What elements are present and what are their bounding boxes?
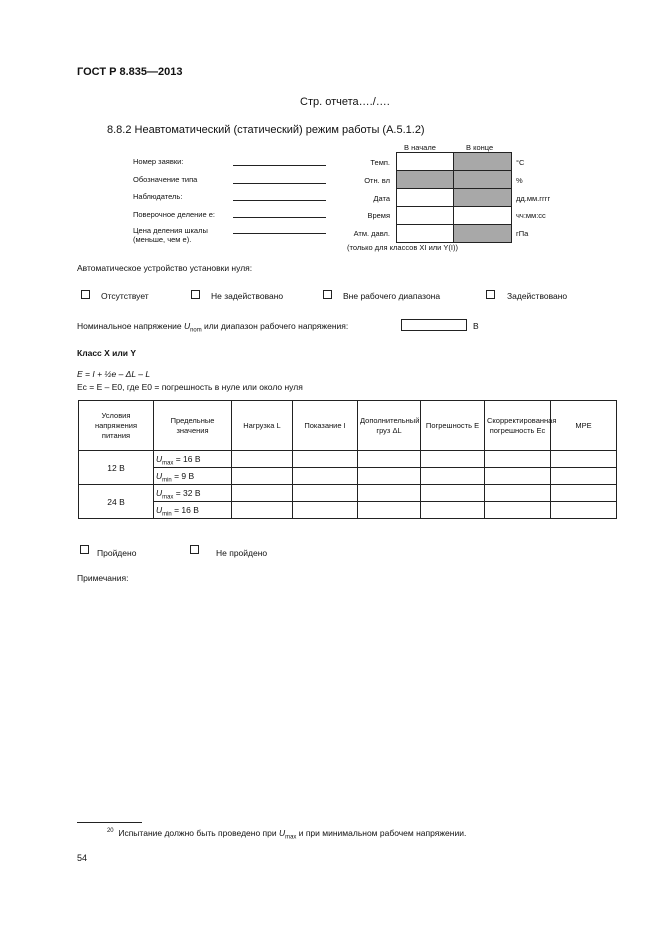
cell-load[interactable]: [232, 451, 293, 468]
cell-error[interactable]: [421, 468, 485, 485]
page-number: 54: [77, 853, 88, 863]
header-error: Погрешность E: [421, 401, 485, 451]
class-title: Класс X или Y: [77, 348, 137, 358]
voltage-suffix: или диапазон рабочего напряжения:: [201, 321, 349, 331]
env-humidity-end[interactable]: [453, 170, 512, 189]
header-indication: Показание I: [293, 401, 358, 451]
voltage-input[interactable]: [401, 319, 467, 331]
limit-max-value: = 16 В: [175, 454, 201, 464]
checkbox-failed[interactable]: [190, 545, 199, 554]
footnote: [107, 828, 467, 841]
limit-min-value: = 16 В: [174, 505, 199, 515]
cell-mpe[interactable]: [551, 502, 617, 519]
notes-label: Примечания:: [77, 573, 129, 583]
env-header-end: В конце: [466, 143, 494, 152]
cell-mpe[interactable]: [551, 451, 617, 468]
voltage-prefix: Номинальное напряжение: [77, 321, 184, 331]
cell-load[interactable]: [232, 502, 293, 519]
auto-zero-title: Автоматическое устройство установки нуля:: [77, 263, 253, 273]
header-load: Нагрузка L: [232, 401, 293, 451]
field-observer[interactable]: [233, 200, 326, 201]
standard-number: ГОСТ Р 8.835—2013: [77, 66, 183, 78]
env-time-end[interactable]: [453, 206, 512, 225]
limit-min: $U_{min} = 16$ В: [154, 502, 232, 519]
cell-extra[interactable]: [358, 451, 421, 468]
checkbox-engaged[interactable]: [486, 290, 495, 299]
voltage-unit: В: [473, 321, 479, 331]
section-title: 8.8.2 Неавтоматический (статический) режим работы (А.5.1.2): [107, 124, 425, 136]
field-label-application-number: Номер заявки:: [133, 157, 184, 166]
env-temp-end[interactable]: [453, 152, 512, 171]
footnote-divider: [77, 822, 142, 823]
option-out-of-range: Вне рабочего диапазона: [343, 291, 441, 301]
option-not-engaged: Не задействовано: [211, 291, 284, 301]
table-row: [79, 451, 617, 468]
cell-indication[interactable]: [293, 451, 358, 468]
formula-corrected-error: Ec = E – E0, где E0 = погрешность в нуле или около нуля: [77, 382, 303, 392]
condition-cell: 24 В: [79, 485, 154, 519]
env-pressure-end[interactable]: [453, 224, 512, 243]
voltage-sub: nom: [190, 327, 202, 334]
env-note: (только для классов XI или Y(I)): [347, 243, 458, 252]
voltage-label: [77, 321, 349, 334]
header-extra-load: Дополнительный груз ΔL: [358, 401, 421, 451]
cell-load[interactable]: [232, 485, 293, 502]
cell-extra[interactable]: [358, 485, 421, 502]
env-unit-date: дд.мм.гггг: [516, 194, 551, 203]
footnote-number: 20: [107, 828, 114, 835]
table-row: [79, 468, 617, 485]
option-engaged: Задействовано: [507, 291, 568, 301]
cell-indication[interactable]: [293, 502, 358, 519]
cell-corrected[interactable]: [485, 451, 551, 468]
cell-load[interactable]: [232, 468, 293, 485]
env-unit-time: чч:мм:сс: [516, 211, 546, 220]
cell-mpe[interactable]: [551, 468, 617, 485]
env-temp-start[interactable]: [396, 152, 454, 171]
footnote-var: U: [279, 828, 286, 838]
limit-max: $U_{max} = 16$ В: [154, 451, 232, 468]
env-label-date: Дата: [373, 194, 390, 203]
cell-error[interactable]: [421, 451, 485, 468]
field-verification-interval[interactable]: [233, 217, 326, 218]
table-row: [79, 502, 617, 519]
checkbox-not-engaged[interactable]: [191, 290, 200, 299]
field-type-designation[interactable]: [233, 183, 326, 184]
cell-extra[interactable]: [358, 468, 421, 485]
scale-interval-line1: Цена деления шкалы: [133, 226, 208, 235]
limit-max: $U_{max} = 32$ В: [154, 485, 232, 502]
cell-error[interactable]: [421, 485, 485, 502]
env-label-humidity: Отн. вл: [364, 176, 390, 185]
limit-max-value: = 32 В: [175, 488, 201, 498]
env-header-start: В начале: [404, 143, 436, 152]
field-label-scale-interval: [133, 226, 208, 244]
cell-extra[interactable]: [358, 502, 421, 519]
env-unit-temp: °C: [516, 158, 525, 167]
result-passed: Пройдено: [97, 548, 137, 558]
footnote-text-after: и при минимальном рабочем напряжении.: [296, 828, 467, 838]
limit-min-value: = 9 В: [174, 471, 195, 481]
checkbox-out-of-range[interactable]: [323, 290, 332, 299]
cell-corrected[interactable]: [485, 468, 551, 485]
results-table: [78, 400, 617, 519]
env-date-start[interactable]: [396, 188, 454, 207]
checkbox-absent[interactable]: [81, 290, 90, 299]
header-mpe: MPE: [551, 401, 617, 451]
env-humidity-start[interactable]: [396, 170, 454, 189]
field-application-number[interactable]: [233, 165, 326, 166]
env-unit-pressure: гПа: [516, 229, 529, 238]
field-label-verification-interval: Поверочное деление e:: [133, 210, 215, 219]
field-label-type-designation: Обозначение типа: [133, 175, 198, 184]
report-page-counter: Стр. отчета…./….: [300, 96, 390, 108]
cell-corrected[interactable]: [485, 485, 551, 502]
cell-error[interactable]: [421, 502, 485, 519]
footnote-text-before: Испытание должно быть проведено при: [118, 828, 279, 838]
env-unit-humidity: %: [516, 176, 523, 185]
voltage-var: U: [183, 321, 191, 331]
field-label-observer: Наблюдатель:: [133, 192, 183, 201]
scale-interval-line2: (меньше, чем e).: [133, 235, 192, 244]
cell-corrected[interactable]: [485, 502, 551, 519]
env-date-end[interactable]: [453, 188, 512, 207]
env-label-pressure: Атм. давл.: [353, 229, 390, 238]
field-scale-interval[interactable]: [233, 233, 326, 234]
cell-mpe[interactable]: [551, 485, 617, 502]
header-limits: Предельные значения: [154, 401, 232, 451]
env-label-time: Время: [367, 211, 390, 220]
formula-error: E = I + ½e – ΔL – L: [77, 369, 151, 379]
header-corrected-error: Скорректированная погрешность Ec: [485, 401, 551, 451]
checkbox-passed[interactable]: [80, 545, 89, 554]
env-label-temp: Темп.: [370, 158, 390, 167]
result-failed: Не пройдено: [216, 548, 268, 558]
limit-min: $U_{min} = 9$ В: [154, 468, 232, 485]
env-time-start[interactable]: [396, 206, 454, 225]
cell-indication[interactable]: [293, 468, 358, 485]
env-pressure-start[interactable]: [396, 224, 454, 243]
cell-indication[interactable]: [293, 485, 358, 502]
header-conditions: Условия напряжения питания: [79, 401, 154, 451]
footnote-sub: max: [285, 834, 297, 841]
table-row: [79, 485, 617, 502]
option-absent: Отсутствует: [101, 291, 149, 301]
condition-cell: 12 В: [79, 451, 154, 485]
